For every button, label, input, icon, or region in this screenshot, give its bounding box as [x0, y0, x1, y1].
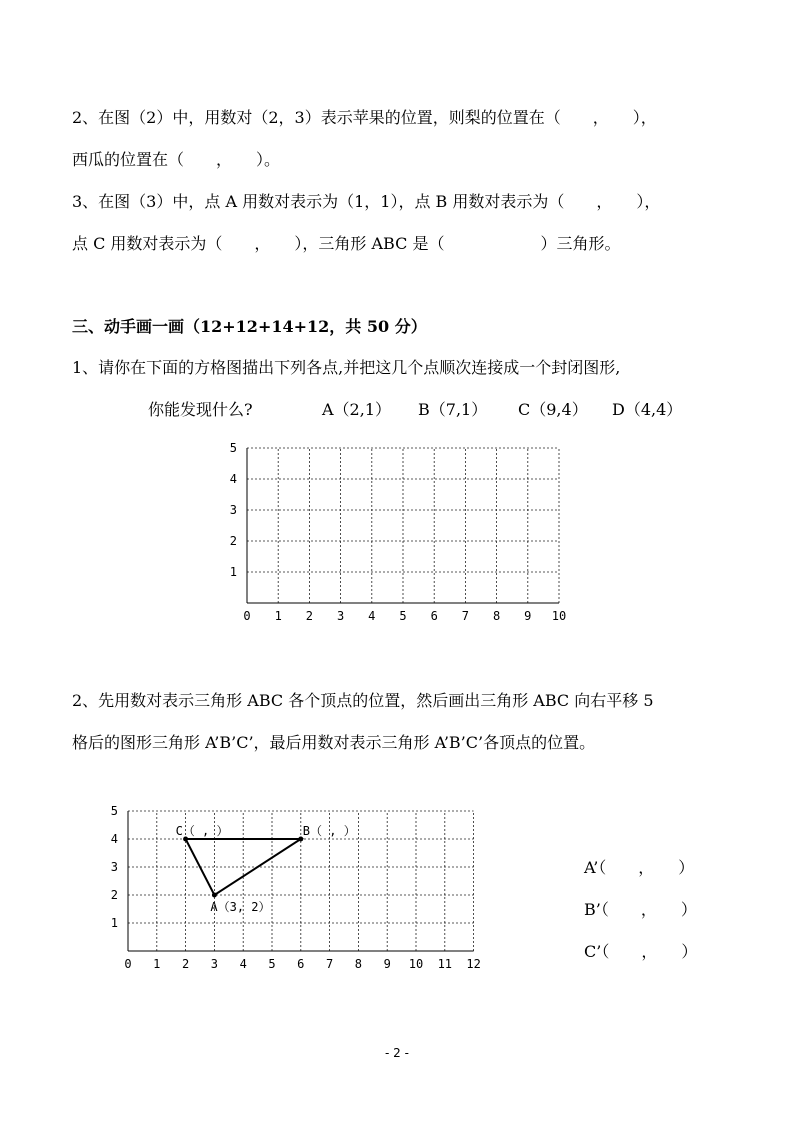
grid2-x-tick: 5	[268, 957, 276, 971]
grid2-x-tick: 8	[354, 957, 363, 971]
grid1-x-tick: 3	[336, 609, 345, 623]
p2-line2: 格后的图形三角形 A’B’C’，最后用数对表示三角形 A’B’C’各顶点的位置。	[72, 733, 596, 752]
grid1-x-tick: 10	[551, 609, 567, 623]
grid2-x-tick: 10	[408, 957, 424, 971]
p1-point-d: D（4,4）	[612, 400, 683, 419]
grid1-y-tick: 5	[229, 441, 237, 455]
grid2-x-tick: 3	[210, 957, 219, 971]
p1-point-c: C（9,4）	[518, 400, 588, 419]
grid2-y-tick: 4	[110, 832, 118, 846]
grid1-y-tick: 3	[229, 503, 237, 517]
grid1-y-tick: 4	[229, 472, 237, 486]
grid1-x-tick: 6	[430, 609, 438, 623]
grid1[interactable]	[230, 441, 566, 623]
grid2-y-tick: 2	[110, 888, 118, 902]
grid2-x-tick: 1	[153, 957, 161, 971]
grid2-y-tick: 5	[110, 804, 118, 818]
grid1-x-tick: 0	[243, 609, 251, 623]
grid1-x-tick: 1	[274, 609, 282, 623]
grid2-x-tick: 2	[181, 957, 190, 971]
label-a: A（3, 2）	[210, 900, 271, 914]
grid2-y-tick: 1	[110, 916, 118, 930]
grid2-y-tick: 3	[110, 860, 118, 874]
grid2-x-tick: 0	[124, 957, 132, 971]
grid1-x-tick: 7	[461, 609, 470, 623]
q3-line2: 点 C 用数对表示为（ ， ），三角形 ABC 是（ ）三角形。	[72, 234, 621, 253]
grid2[interactable]	[111, 804, 481, 971]
q3-line1: 3、在图（3）中，点 A 用数对表示为（1，1），点 B 用数对表示为（ ， ），	[72, 192, 661, 211]
grid1-x-tick: 2	[305, 609, 314, 623]
grid2-x-tick: 11	[437, 957, 453, 971]
grid1-y-tick: 2	[229, 534, 237, 548]
answer-a-prime[interactable]: A’（ ， ）	[584, 858, 695, 877]
p1-point-b: B（7,1）	[418, 400, 488, 419]
grid1-y-tick: 1	[229, 565, 237, 579]
grid2-x-tick: 7	[325, 957, 334, 971]
label-b: B（ , ）	[302, 824, 356, 838]
answer-c-prime[interactable]: C’（ ， ）	[584, 942, 698, 961]
grid1-x-tick: 8	[492, 609, 501, 623]
page-number: - 2 -	[385, 1046, 409, 1060]
answer-b-prime[interactable]: B’（ ， ）	[584, 900, 697, 919]
label-c: C（ , ）	[175, 824, 229, 838]
grid1-x-tick: 4	[368, 609, 376, 623]
grid2-x-tick: 6	[297, 957, 305, 971]
grid1-x-tick: 9	[524, 609, 532, 623]
vertex-a	[212, 893, 217, 898]
grid2-x-tick: 12	[466, 957, 481, 971]
q2-line2: 西瓜的位置在（ ， ）。	[72, 150, 281, 169]
grid2-x-tick: 4	[239, 957, 247, 971]
section-heading: 三、动手画一画（12+12+14+12，共 50 分）	[72, 317, 427, 336]
p1-point-a: A（2,1）	[322, 400, 392, 419]
p2-line1: 2、先用数对表示三角形 ABC 各个顶点的位置，然后画出三角形 ABC 向右平移 5	[72, 691, 654, 710]
grid2-x-tick: 9	[383, 957, 391, 971]
grid1-x-tick: 5	[399, 609, 407, 623]
p1-line1: 1、请你在下面的方格图描出下列各点,并把这几个点顺次连接成一个封闭图形,	[72, 358, 621, 377]
q2-line1: 2、在图（2）中，用数对（2，3）表示苹果的位置，则梨的位置在（ ， ），	[72, 108, 657, 127]
p1-prompt: 你能发现什么?	[148, 400, 253, 419]
